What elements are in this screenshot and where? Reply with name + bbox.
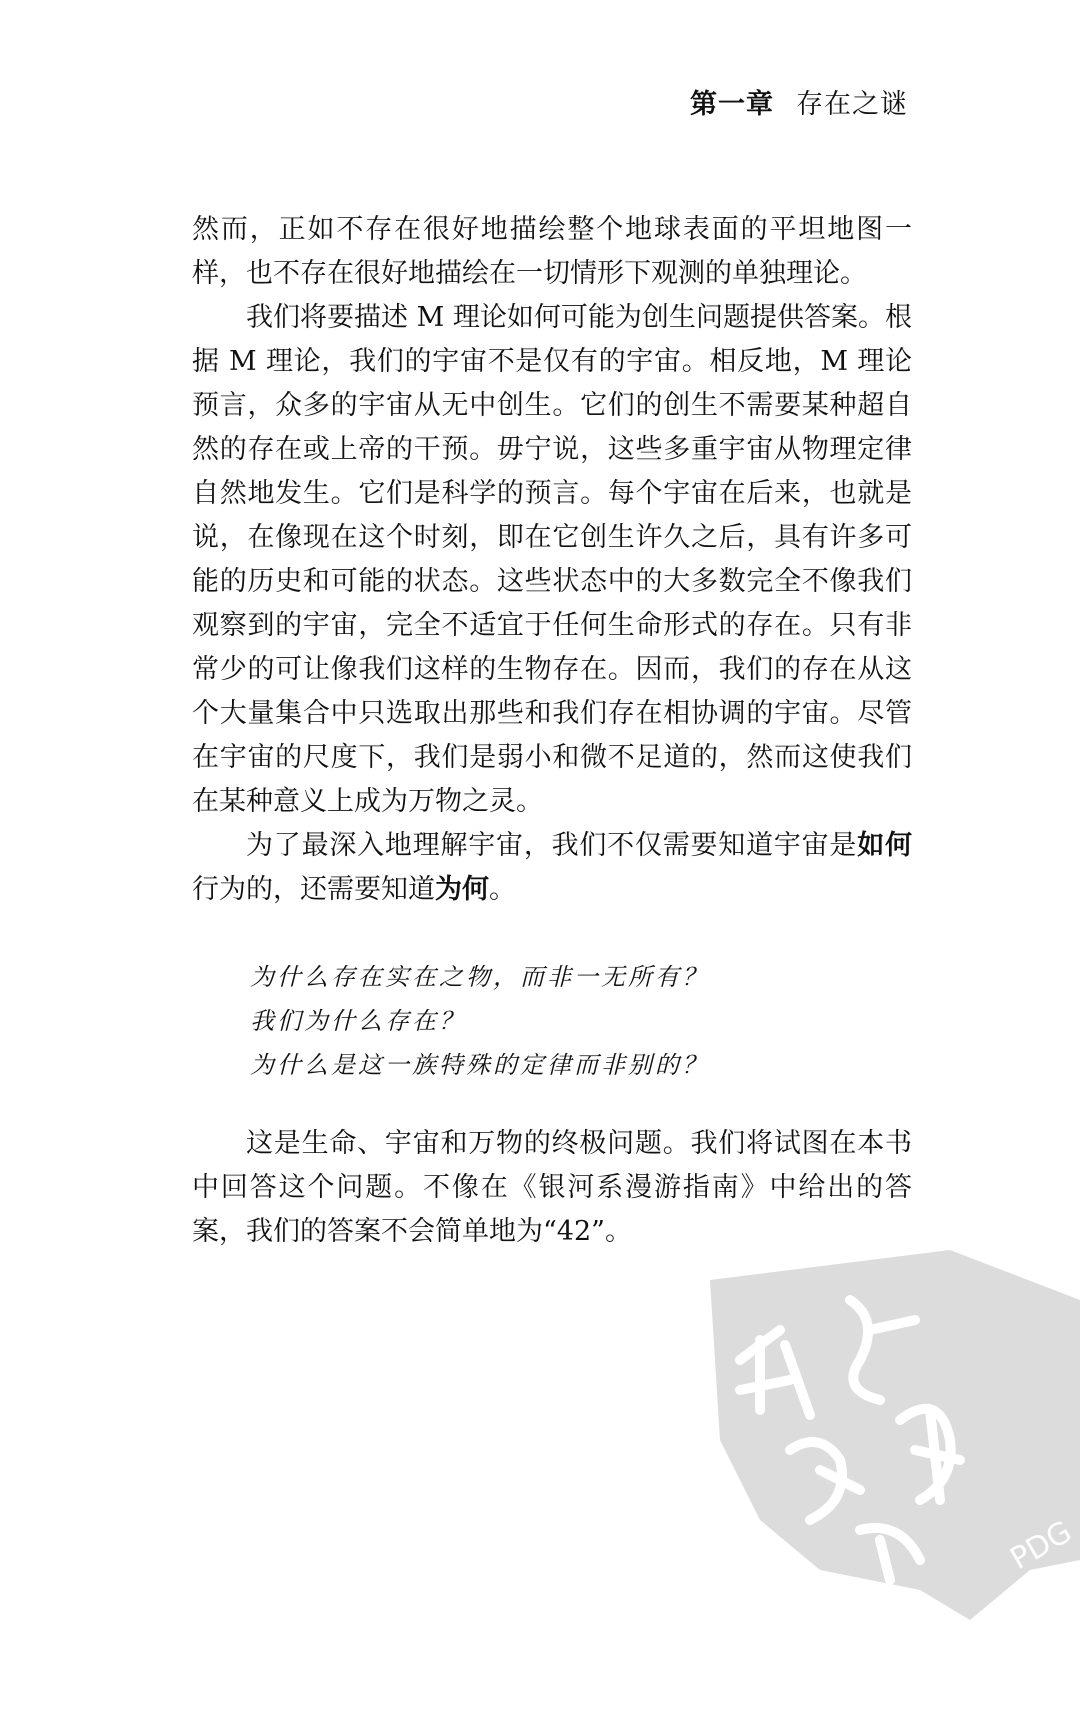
body-text — [192, 208, 912, 912]
quote-line-1: 为什么存在实在之物，而非一无所有？ — [250, 963, 709, 991]
stamp-label: PDG — [1004, 1514, 1078, 1577]
paragraph-1: 然而，正如不存在很好地描绘整个地球表面的平坦地图一样，也不存在很好地描绘在一切情形下观测的单独理论。 — [192, 214, 912, 289]
chapter-number: 第一章 — [690, 89, 774, 120]
closing-text: 这是生命、宇宙和万物的终极问题。我们将试图在本书中回答这个问题。不像在《银河系漫游指南》中给出的答案，我们的答案不会简单地为“42”。 — [192, 1128, 912, 1247]
quote-line-3: 为什么是这一族特殊的定律而非别的？ — [250, 1051, 709, 1079]
paragraph-3-text-a: 为了最深入地理解宇宙，我们不仅需要知道宇宙是 — [246, 830, 858, 861]
quote-block — [250, 955, 709, 1087]
paragraph-2: 我们将要描述 M 理论如何可能为创生问题提供答案。根据 M 理论，我们的宇宙不是仅有的宇宙。相反地，M 理论预言，众多的宇宙从无中创生。它们的创生不需要某种超自然的存在或上帝的干预。毋宁说，这些多重宇宙从物理定律自然地发生。它们是科学的预言。每个宇宙在后来，也就是说，在像现在这个时刻，即在它创生许久之后，具有许多可能的历史和可能的状态。这些状态中的大多数完全不像我们观察到的宇宙，完全不适宜于任何生命形式的存在。只有非常少的可让像我们这样的生物存在。因而，我们的存在从这个大量集合中只选取出那些和我们存在相协调的宇宙。尽管在宇宙的尺度下，我们是弱小和微不足道的，然而这使我们在某种意义上成为万物之灵。 — [192, 302, 912, 817]
paragraph-3-text-b: 行为的，还需要知道 — [192, 874, 435, 905]
closing-paragraph — [192, 1122, 912, 1254]
watermark-stamp-icon — [700, 1240, 1080, 1640]
chapter-title: 存在之谜 — [796, 89, 908, 120]
paragraph-3-text-c: 。 — [489, 874, 516, 905]
quote-line-2: 我们为什么存在？ — [250, 1007, 466, 1035]
running-head — [690, 82, 908, 121]
emphasis-why: 为何 — [435, 874, 489, 905]
paragraph-3 — [192, 824, 912, 912]
emphasis-how: 如何 — [857, 830, 913, 861]
